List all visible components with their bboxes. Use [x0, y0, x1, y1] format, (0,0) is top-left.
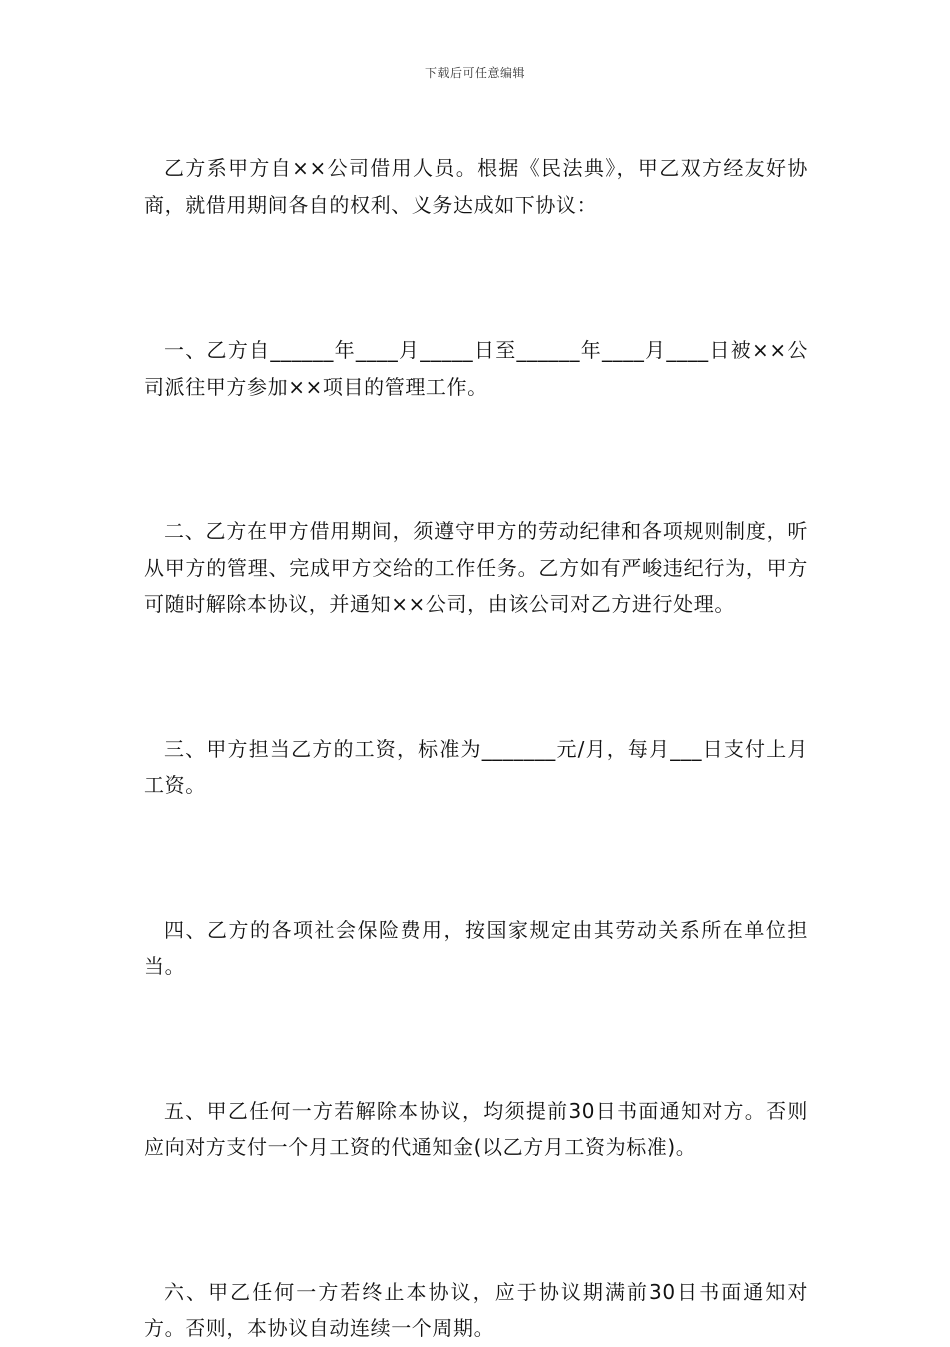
clause-4-paragraph: 四、乙方的各项社会保险费用，按国家规定由其劳动关系所在单位担当。 — [144, 917, 808, 978]
clause-3-paragraph: 三、甲方担当乙方的工资，标准为_______元/月，每月___日支付上月工资。 — [144, 736, 808, 797]
clause-5-paragraph: 五、甲乙任何一方若解除本协议，均须提前30日书面通知对方。否则应向对方支付一个月工资的代通知金(以乙方月工资为标准)。 — [144, 1098, 808, 1159]
clause-6-paragraph: 六、甲乙任何一方若终止本协议，应于协议期满前30日书面通知对方。否则，本协议自动连续一个周期。 — [144, 1279, 808, 1340]
clause-2-paragraph: 二、乙方在甲方借用期间，须遵守甲方的劳动纪律和各项规则制度，听从甲方的管理、完成甲方交给的工作任务。乙方如有严峻违纪行为，甲方可随时解除本协议，并通知××公司，由该公司对乙方进行处理。 — [144, 519, 808, 616]
clause-1-paragraph: 一、乙方自______年____月_____日至______年____月____日被××公司派往甲方参加××项目的管理工作。 — [144, 338, 808, 399]
document-body — [144, 150, 808, 1347]
page-header-note: 下载后可任意编辑 — [424, 66, 525, 80]
intro-paragraph: 乙方系甲方自××公司借用人员。根据《民法典》，甲乙双方经友好协商，就借用期间各自的权利、义务达成如下协议： — [144, 156, 808, 217]
